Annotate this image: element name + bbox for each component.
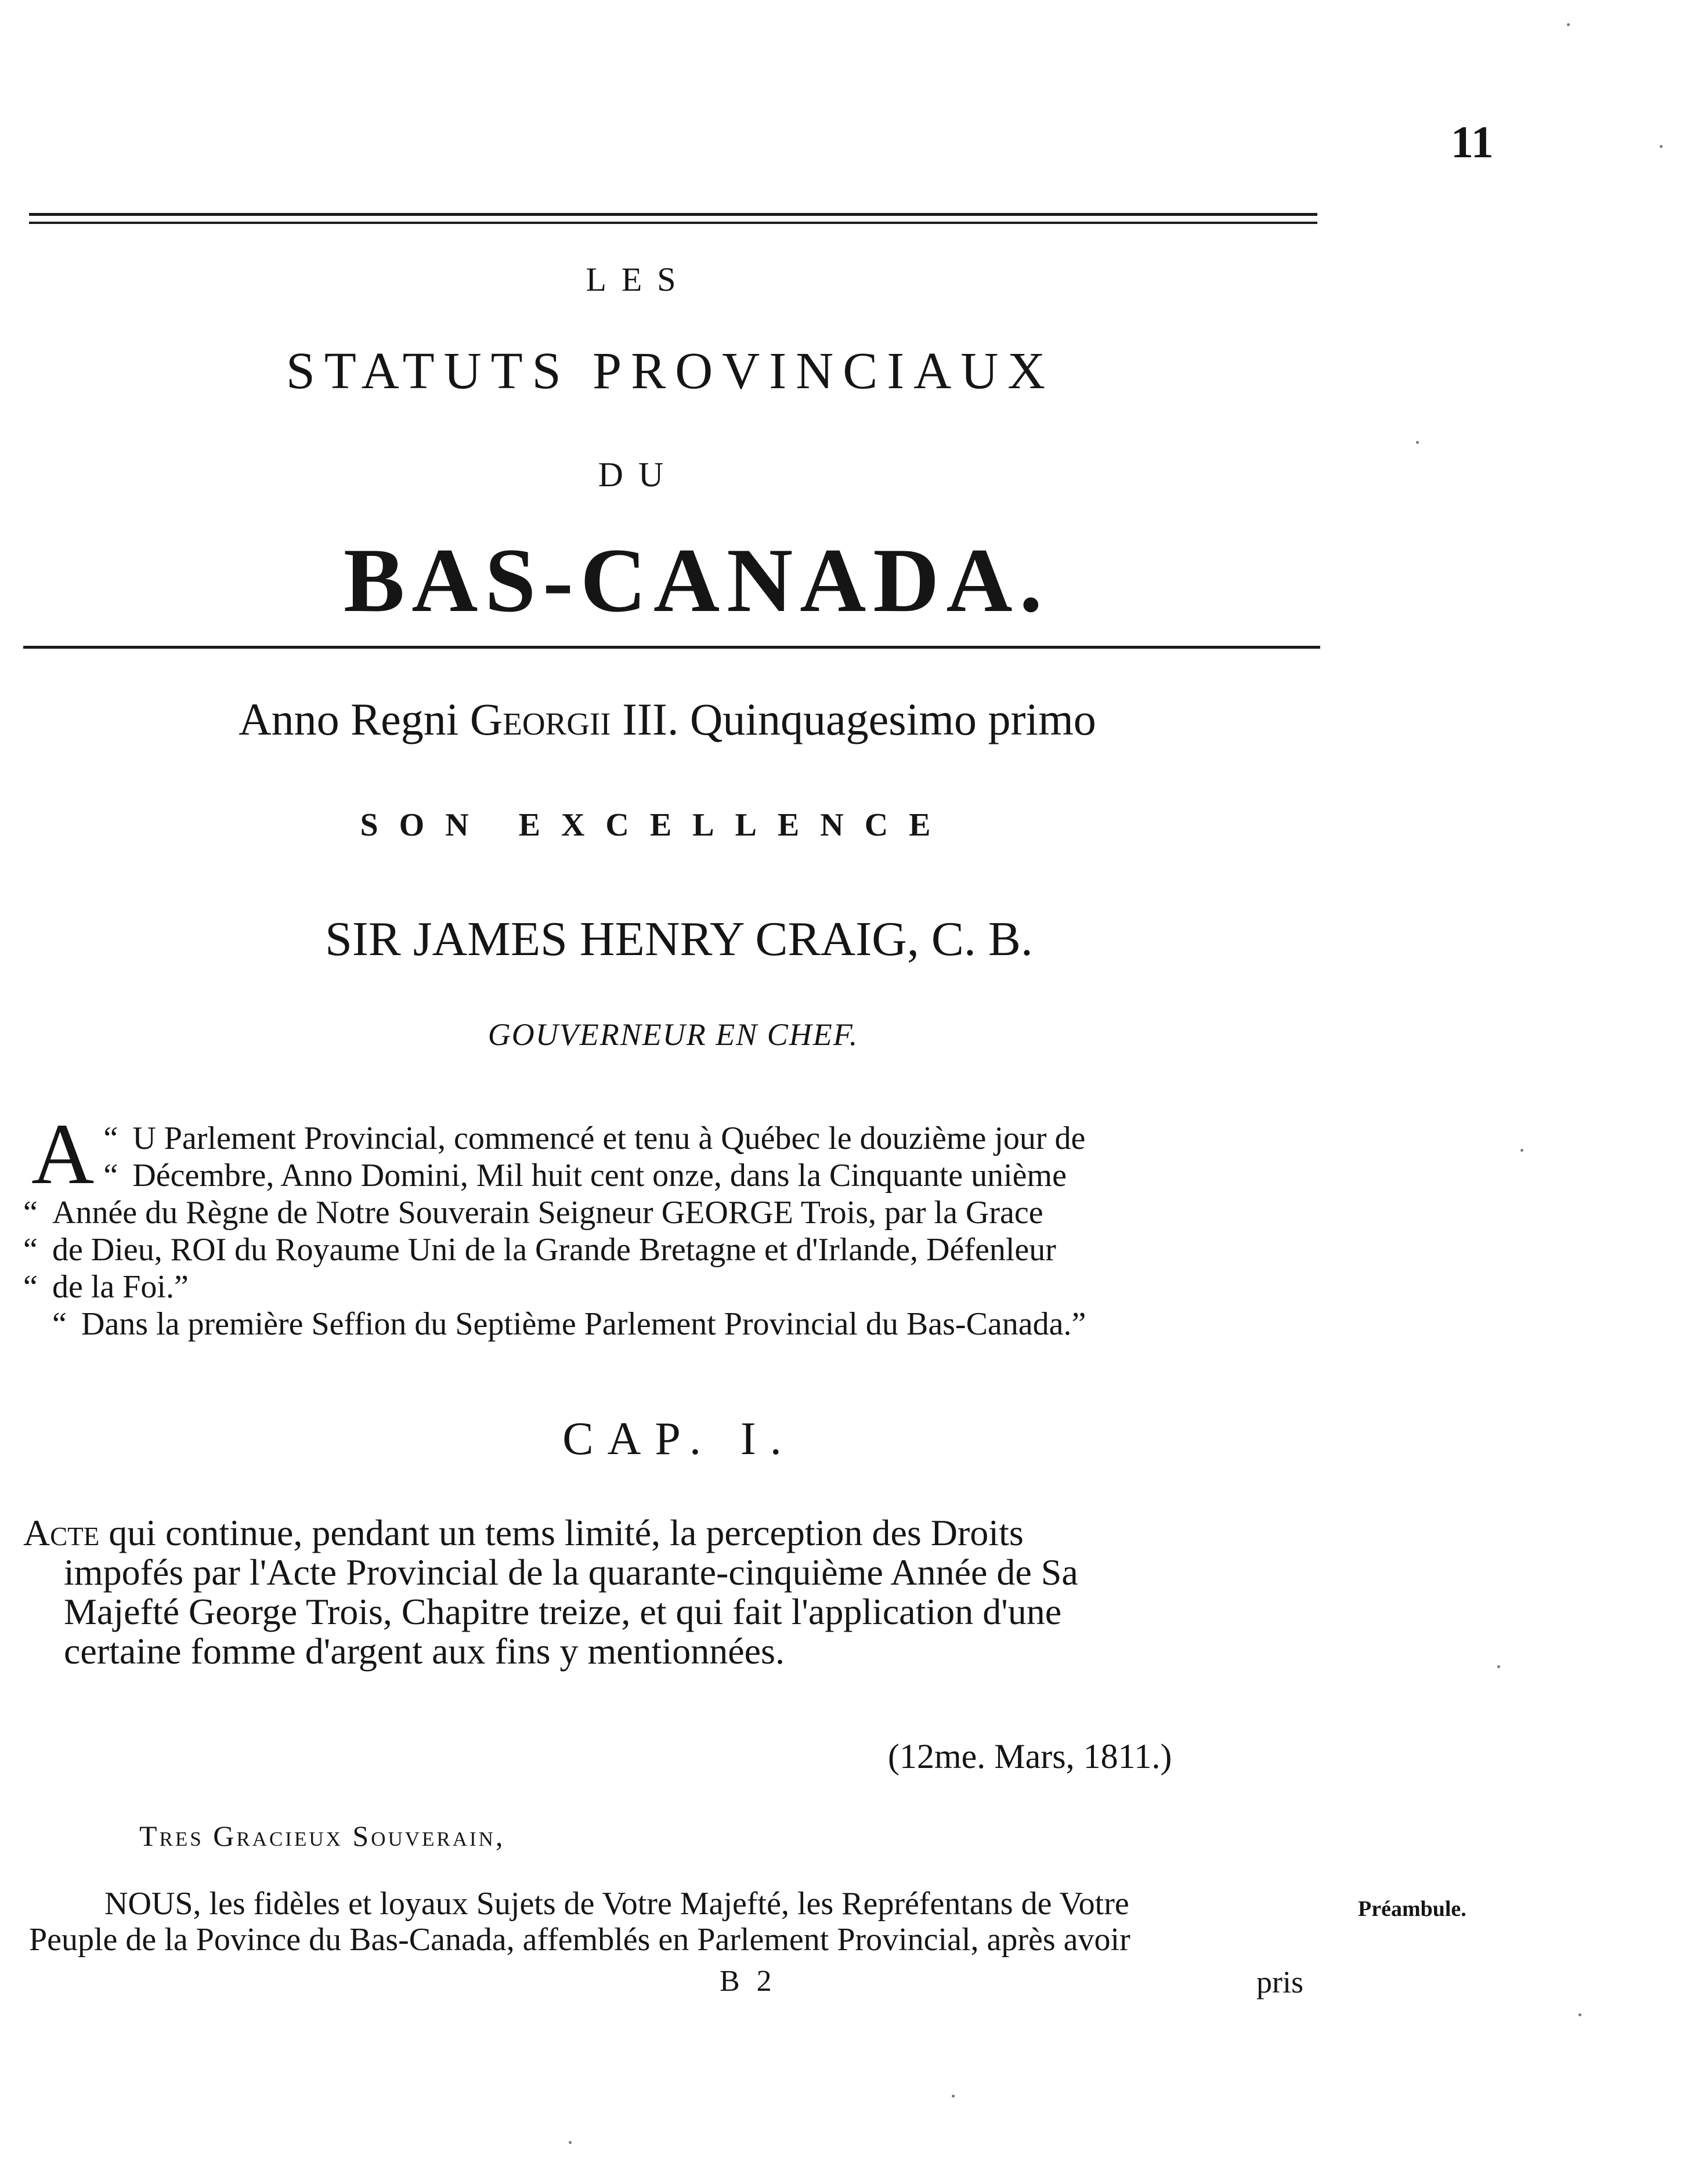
preamble-line-1: NOUS, les fidèles et loyaux Sujets de Votre Majefté, les Repréfentans de Votre xyxy=(104,1886,1129,1922)
paper-speck xyxy=(1520,1149,1523,1152)
title-rule xyxy=(23,646,1320,649)
proclamation-paragraph xyxy=(23,1106,1323,1343)
act-date: (12me. Mars, 1811.) xyxy=(888,1737,1172,1776)
header-double-rule xyxy=(29,213,1317,224)
signature-mark: B 2 xyxy=(720,1965,776,1998)
open-quote: “ xyxy=(52,1306,67,1342)
paper-speck xyxy=(1578,2013,1581,2016)
open-quote: “ xyxy=(23,1232,38,1268)
act-first-line-rest: qui continue, pendant un tems limité, la perception des Droits xyxy=(99,1512,1024,1553)
act-title-line-4: certaine fomme d'argent aux fins y mentionnées. xyxy=(64,1630,785,1672)
proclamation-line-6 xyxy=(23,1306,1323,1343)
paper-speck xyxy=(569,2141,572,2144)
governor-name: SIR JAMES HENRY CRAIG, C. B. xyxy=(325,912,1033,966)
paper-speck xyxy=(1660,145,1663,148)
paper-speck xyxy=(1416,441,1419,444)
act-title-line-3: Majefté George Trois, Chapitre treize, et qui fait l'application d'une xyxy=(64,1591,1062,1632)
son-excellence: SON EXCELLENCE xyxy=(360,807,952,843)
proclamation-line-4 xyxy=(23,1231,1323,1268)
paper-speck xyxy=(1497,1665,1500,1668)
proclamation-text: Dans la première Seffion du Septième Parlement Provincial du Bas-Canada.” xyxy=(81,1306,1086,1342)
act-title-line-1 xyxy=(23,1513,1323,1553)
open-quote: “ xyxy=(103,1158,118,1194)
anno-georgii: Georgii xyxy=(469,694,611,744)
anno-part2: III. Quinquagesimo primo xyxy=(611,694,1096,744)
title-du: DU xyxy=(598,455,679,494)
preamble-line-2: Peuple de la Povince du Bas-Canada, affemblés en Parlement Provincial, après avoir xyxy=(29,1922,1130,1958)
salutation: Tres Gracieux Souverain, xyxy=(139,1820,505,1852)
proclamation-text: de la Foi.” xyxy=(52,1269,189,1305)
preamble-paragraph xyxy=(29,1886,1329,1958)
title-statuts-provinciaux: STATUTS PROVINCIAUX xyxy=(286,342,1055,400)
page-number: 11 xyxy=(1451,117,1494,167)
proclamation-line-2 xyxy=(23,1157,1323,1194)
act-first-word: Acte xyxy=(23,1512,100,1553)
proclamation-line-3 xyxy=(23,1194,1323,1231)
proclamation-text: Année du Règne de Notre Souverain Seigneur GEORGE Trois, par la Grace xyxy=(52,1195,1043,1231)
proclamation-line-5 xyxy=(23,1268,1323,1306)
act-title-line-2: impofés par l'Acte Provincial de la quarante-cinquième Année de Sa xyxy=(64,1552,1078,1593)
open-quote: “ xyxy=(23,1269,38,1305)
paper-speck xyxy=(1567,23,1570,26)
title-bas-canada: BAS-CANADA. xyxy=(343,530,1050,631)
proclamation-text: de Dieu, ROI du Royaume Uni de la Grande Bretagne et d'Irlande, Défenleur xyxy=(52,1232,1056,1268)
margin-note-preambule: Préambule. xyxy=(1358,1897,1466,1921)
proclamation-text: U Parlement Provincial, commencé et tenu à Québec le douzième jour de xyxy=(132,1120,1086,1156)
anno-part1: Anno Regni xyxy=(239,694,470,744)
chapter-heading: CAP. I. xyxy=(562,1413,796,1465)
governor-title: GOUVERNEUR EN CHEF. xyxy=(487,1017,859,1052)
regnal-year-line xyxy=(110,693,1224,746)
proclamation-text: Décembre, Anno Domini, Mil huit cent onze, dans la Cinquante unième xyxy=(132,1158,1067,1194)
open-quote: “ xyxy=(103,1120,118,1156)
drop-cap-letter: A xyxy=(31,1106,95,1202)
open-quote: “ xyxy=(23,1195,38,1231)
catchword: pris xyxy=(1256,1965,1303,1999)
paper-speck xyxy=(952,2095,955,2098)
title-les: LES xyxy=(586,261,691,298)
act-title-paragraph xyxy=(23,1513,1323,1671)
